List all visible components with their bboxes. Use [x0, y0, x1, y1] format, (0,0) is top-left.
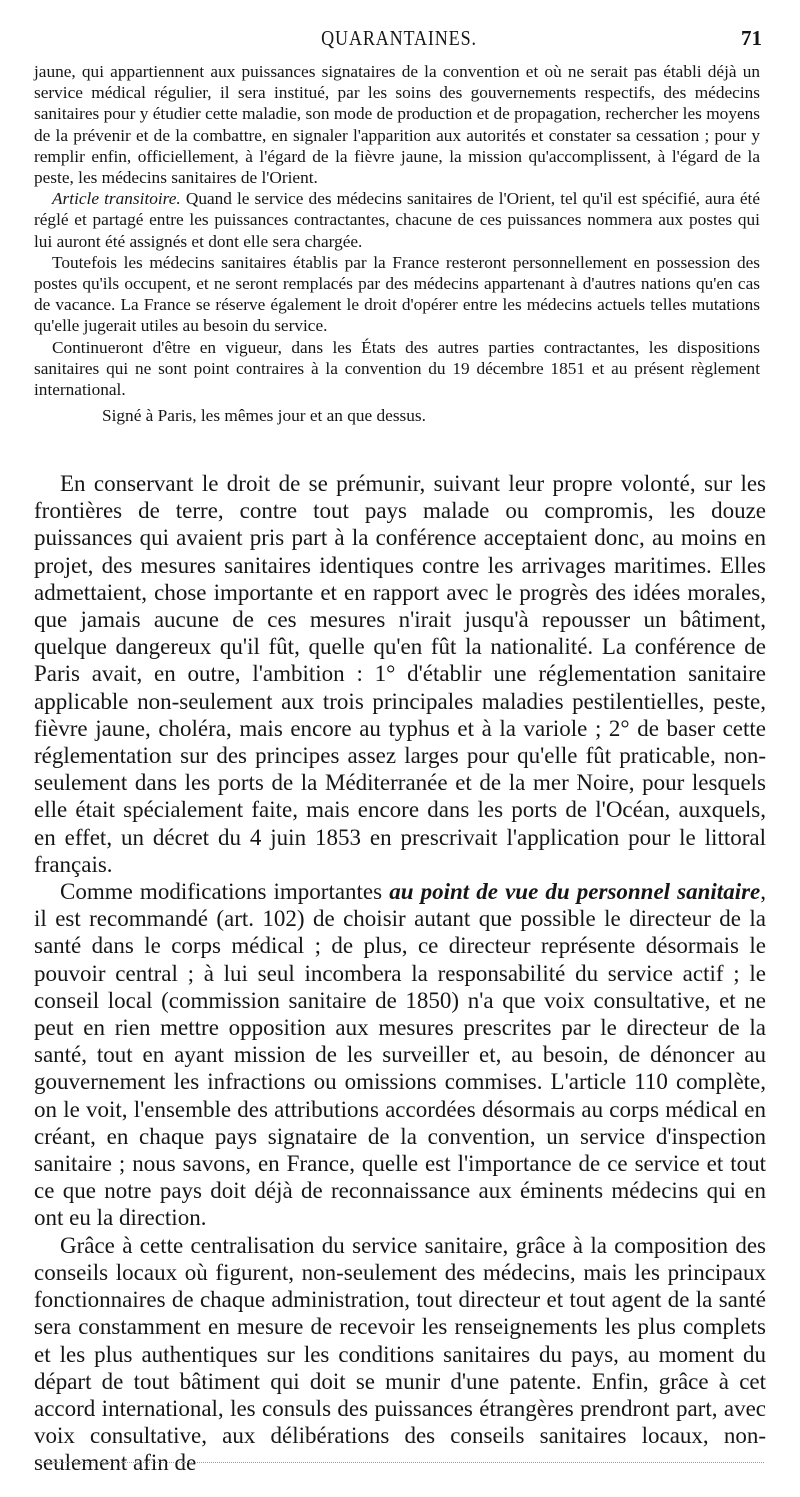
body-paragraph-3: Grâce à cette centralisation du service sanitaire, grâce à la composition des conseils locaux où figurent, non-seulement des médecins, mais les principaux fonctionnaires de chaque administration, tout directeur et tout agent de la santé sera constamment en mesure de recevoir les renseignements les plus complets et les plus authentiques sur les conditions sanitaires du pays, au moment du départ de tout bâtiment qui doit se munir d'une patente. Enfin, grâce à cet accord international, les consuls des puissances étrangères prendront part, avec voix consultative, aux délibérations des conseils sanitaires locaux, non-seulement afin de [34, 1232, 766, 1476]
page-header [36, 26, 762, 54]
regulation-paragraph-2 [34, 188, 760, 252]
body-paragraph-2 [34, 878, 766, 1232]
regulation-paragraph-1: jaune, qui appartiennent aux puissances signataires de la convention et où ne serait pas établi déjà un service médical régulier, il sera institué, par les soins des gouvernements respectifs, des médecins sanitaires pour y étudier cette maladie, son mode de production et de propagation, rechercher les moyens de la prévenir et de la combattre, en signaler l'apparition aux autorités et constater sa cessation ; pour y remplir enfin, officiellement, à l'égard de la fièvre jaune, la mission qu'accomplissent, à l'égard de la peste, les médecins sanitaires de l'Orient. [34, 62, 760, 188]
body-paragraph-2-start: Comme modifications importantes [60, 879, 390, 905]
regulation-excerpt [34, 61, 760, 426]
body-text [34, 470, 766, 1477]
running-head: QUARANTAINES. [321, 26, 477, 50]
article-transitoire-label: Article transitoire. [52, 189, 181, 209]
footer-rule [40, 1462, 764, 1463]
regulation-paragraph-3: Toutefois les médecins sanitaires établis par la France resteront personnellement en possession des postes qu'ils occupent, et ne seront remplacés par des médecins appartenant à d'autres nations qu'en cas de vacance. La France se réserve également le droit d'opérer entre les médecins actuels telles mutations qu'elle jugerait utiles au besoin du service. [34, 252, 760, 336]
page-number: 71 [741, 26, 762, 50]
signature-line: Signé à Paris, les mêmes jour et an que dessus. [102, 406, 426, 426]
body-paragraph-1: En conservant le droit de se prémunir, suivant leur propre volonté, sur les frontières de terre, contre tout pays malade ou compromis, les douze puissances qui avaient pris part à la conférence acceptaient donc, au moins en projet, des mesures sanitaires identiques contre les arrivages maritimes. Elles admettaient, chose importante et en rapport avec le progrès des idées morales, que jamais aucune de ces mesures n'irait jusqu'à repousser un bâtiment, quelque dangereux qu'il fût, quelle qu'en fût la nationalité. La conférence de Paris avait, en outre, l'ambition : 1° d'établir une réglementation sanitaire applicable non-seulement aux trois principales maladies pestilentielles, peste, fièvre jaune, choléra, mais encore au typhus et à la variole ; 2° de baser cette réglementation sur des principes assez larges pour qu'elle fût praticable, non-seulement dans les ports de la Méditerranée et de la mer Noire, pour lesquels elle était spécialement faite, mais encore dans les ports de l'Océan, auxquels, en effet, un décret du 4 juin 1853 en prescrivait l'application pour le littoral français. [34, 471, 766, 877]
emphasis-personnel-sanitaire: au point de vue du personnel sanitaire [389, 879, 761, 905]
regulation-paragraph-4: Continueront d'être en vigueur, dans les États des autres parties contractantes, les dispositions sanitaires qui ne sont point contraires à la convention du 19 décembre 1851 et au présent règlement international. [34, 337, 760, 400]
regulation-paragraph-2-text: Quand le service des médecins sanitaires de l'Orient, tel qu'il est spécifié, aura été réglé et partagé entre les puissances contractantes, chacune de ces puissances nommera aux postes qui lui auront été assignés et dont elle sera chargée. [34, 189, 760, 251]
body-paragraph-2-rest: , il est recommandé (art. 102) de choisir autant que possible le directeur de la santé dans le corps médical ; de plus, ce directeur représente désormais le pouvoir central ; à lui seul incombera la responsabilité du service actif ; le conseil local (commission sanitaire de 1850) n'a que voix consultative, et ne peut en rien mettre opposition aux mesures prescrites par le directeur de la santé, tout en ayant mission de les surveiller et, au besoin, de dénoncer au gouvernement les infractions ou omissions commises. L'article 110 complète, on le voit, l'ensemble des attributions accordées désormais au corps médical en créant, en chaque pays signataire de la convention, un service d'inspection sanitaire ; nous savons, en France, quelle est l'importance de ce service et tout ce que notre pays doit déjà de reconnaissance aux éminents médecins qui en ont eu la direction. [34, 879, 766, 1231]
